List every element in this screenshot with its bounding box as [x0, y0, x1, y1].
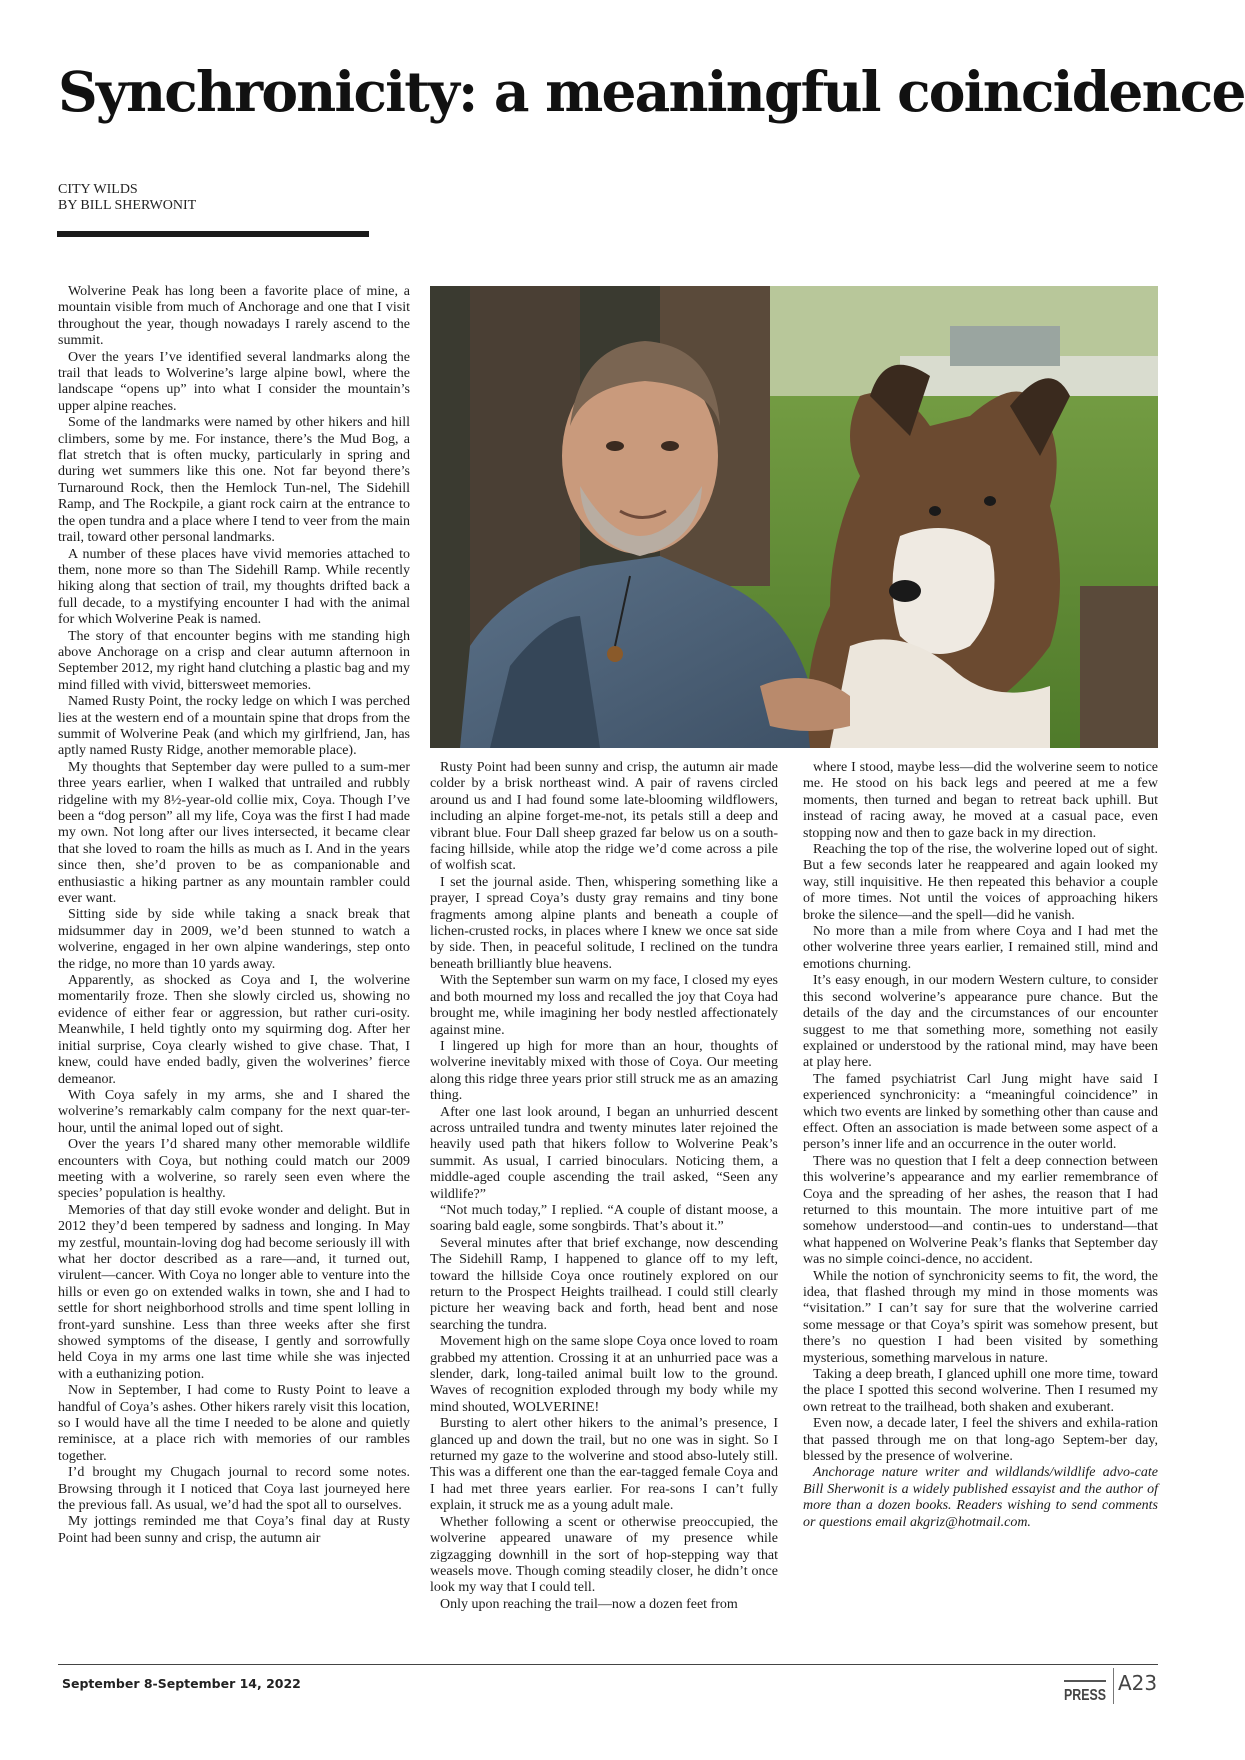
- paragraph: Now in September, I had come to Rusty Point to leave a handful of Coya’s ashes. Other hikers rarely visit this location, so I would have all the time I needed to be alone and quietly reminisce, at a place rich with memories of our rambles together.: [58, 1383, 410, 1464]
- paragraph: Whether following a scent or otherwise preoccupied, the wolverine appeared unaware of my presence while zigzagging downhill in the sort of hop-stepping way that weasels move. Though coming steadily closer, he didn’t once look my way that I could tell.: [430, 1514, 778, 1596]
- byline: BY BILL SHERWONIT: [58, 198, 197, 213]
- paragraph: Sitting side by side while taking a snack break that midsummer day in 2009, we’d been stunned to watch a wolverine, engaged in her own alpine wanderings, step onto the ridge, no more than 10 yards away.: [58, 907, 410, 972]
- press-logo: [1064, 1672, 1106, 1704]
- paragraph: I’d brought my Chugach journal to record some notes. Browsing through it I noticed that Coya last journeyed here the previous fall. As usual, we’d had the spot all to ourselves.: [58, 1465, 410, 1514]
- issue-date: September 8-September 14, 2022: [62, 1676, 301, 1691]
- article-column-3: [803, 760, 1158, 1636]
- paragraph: A number of these places have vivid memories attached to them, none more so than The Sidehill Ramp. While recently hiking along that section of trail, my thoughts drifted back a full decade, to a mystifying encounter I had with the animal for which Wolverine Peak is named.: [58, 546, 410, 628]
- article-column-1: [58, 284, 410, 1636]
- paragraph: I set the journal aside. Then, whispering something like a prayer, I spread Coya’s dusty gray remains and tiny bone fragments among alpine plants and beneath a couple of lichen-crusted rocks, in places where I knew we once sat side by side. Then, in peaceful solitude, I reclined on the tundra beneath brilliantly blue heavens.: [430, 874, 778, 972]
- paragraph: My jottings reminded me that Coya’s final day at Rusty Point had been sunny and crisp, the autumn air: [58, 1514, 410, 1546]
- paragraph: There was no question that I felt a deep connection between this wolverine’s appearance and my earlier remembrance of Coya and the spreading of her ashes, the reason that I had returned to this mountain. The more intuitive part of me somehow understood—and contin-ues to understand—that what happened on Wolverine Peak’s flanks that September day was no simple coinci-dence, no accident.: [803, 1153, 1158, 1268]
- paragraph: I lingered up high for more than an hour, thoughts of wolverine inevitably mixed with those of Coya. Our meeting along this ridge three years prior still struck me as an amazing thing.: [430, 1038, 778, 1104]
- paragraph: No more than a mile from where Coya and I had met the other wolverine three years earlier, I remained still, mind and emotions churning.: [803, 924, 1158, 972]
- byline-block: [58, 182, 196, 214]
- paragraph: While the notion of synchronicity seems to fit, the word, the idea, that flashed through my mind in those moments was “visitation.” I can’t say for sure that the wolverine carried some message or that Coya’s spirit was somehow present, but there’s no question I had been visited by something mysterious, something marvelous in nature.: [803, 1268, 1158, 1366]
- paragraph: Taking a deep breath, I glanced uphill one more time, toward the place I spotted this second wolverine. Then I resumed my own retreat to the trailhead, both shaken and exuberant.: [803, 1367, 1158, 1415]
- byline-rule: [57, 231, 369, 237]
- paragraph: The story of that encounter begins with me standing high above Anchorage on a crisp and clear autumn afternoon in September 2012, my right hand clutching a plastic bag and my mind filled with vivid, bittersweet memories.: [58, 628, 410, 693]
- author-credit: Anchorage nature writer and wildlands/wildlife advo-cate Bill Sherwonit is a widely published essayist and the author of more than a dozen books. Readers wishing to send comments or questions email akgriz@hotmail.com.: [803, 1465, 1158, 1530]
- paragraph: Reaching the top of the rise, the wolverine loped out of sight. But a few seconds later he reappeared and again looked my way, still inquisitive. He then repeated this behavior a couple of more times. Not until the voices of approaching hikers broke the silence—and the spell—did he vanish.: [803, 842, 1158, 923]
- page-number-separator: [1113, 1668, 1114, 1704]
- paragraph: Bursting to alert other hikers to the animal’s presence, I glanced up and down the trail, but no one was in sight. So I returned my gaze to the wolverine and stood abso-lutely still. This was a different one than the ear-tagged female Coya and I had met three years earlier. For rea-sons I can’t fully explain, it struck me as a young adult male.: [430, 1416, 778, 1514]
- paragraph: Only upon reaching the trail—now a dozen feet from: [440, 1596, 738, 1612]
- paragraph: Memories of that day still evoke wonder and delight. But in 2012 they’d been tempered by sadness and longing. In May my zestful, mountain-loving dog had become seriously ill with what her doctor described as a rare—and, it turned out, virulent—cancer. With Coya no longer able to venture into the hills or even go on extended walks in town, she and I had to settle for short neighborhood strolls and time spent lolling in front-yard sunshine. Less than three weeks after she first showed symptoms of the disease, I gently and sorrowfully held Coya in my arms one last time while she was injected with a euthanizing potion.: [58, 1202, 410, 1382]
- press-logo-text: PRESS: [1064, 1687, 1107, 1704]
- paragraph: After one last look around, I began an unhurried descent across untrailed tundra and twenty minutes later rejoined the heavily used path that hikers follow to Wolverine Peak’s summit. As usual, I carried binoculars. Noticing them, a middle-aged couple ascending the trail asked, “Seen any wildlife?”: [430, 1104, 778, 1202]
- paragraph: With the September sun warm on my face, I closed my eyes and both mourned my loss and recalled the joy that Coya had brought me, while imagining her body nestled affectionately against mine.: [430, 973, 778, 1038]
- paragraph: Rusty Point had been sunny and crisp, the autumn air made colder by a brisk northeast wind. A pair of ravens circled around us and I had found some late-blooming wildflowers, including an alpine forget-me-not, its petals still a deep and vibrant blue. Four Dall sheep grazed far below us on a south-facing hillside, while atop the ridge we’d come across a pile of wolfish scat.: [430, 760, 778, 874]
- paragraph: It’s easy enough, in our modern Western culture, to consider this second wolverine’s appearance pure chance. But the details of the day and the circumstances of our encounter suggest to me that something more, something not easily explained or understood by the rational mind, may have been at play here.: [803, 973, 1158, 1071]
- section-label: CITY WILDS: [58, 182, 138, 197]
- paragraph: My thoughts that September day were pulled to a sum-mer three years earlier, when I walked that untrailed and rubbly ridgeline with my 8½-year-old collie mix, Coya. Though I’ve been a “dog person” all my life, Coya was the first I had made my own. Not long after our lives intersected, it became clear that she loved to roam the hills as much as I. And in the years since then, she’d proven to be as companionable and enthusiastic a hiking partner as any mountain rambler could ever want.: [58, 759, 410, 907]
- paragraph: Even now, a decade later, I feel the shivers and exhila-ration that passed through me on that long-ago Septem-ber day, blessed by the presence of wolverine.: [803, 1416, 1158, 1465]
- paragraph: Several minutes after that brief exchange, now descending The Sidehill Ramp, I happened to glance off to my left, toward the hillside Coya once routinely explored on our return to the Prospect Heights trailhead. I could still clearly picture her weaving back and forth, head bent and nose searching the tundra.: [430, 1235, 778, 1333]
- footer-rule: [58, 1664, 1158, 1665]
- paragraph: “Not much today,” I replied. “A couple of distant moose, a soaring bald eagle, some songbirds. That’s about it.”: [430, 1202, 778, 1235]
- paragraph: Over the years I’d shared many other memorable wildlife encounters with Coya, but nothing could match our 2009 meeting with a wolverine, so rarely seen even where the species’ population is healthy.: [58, 1137, 410, 1202]
- paragraph: Movement high on the same slope Coya once loved to roam grabbed my attention. Crossing it at an unhurried pace was a slender, dark, long-tailed animal built low to the ground. Waves of recognition exploded through my body while my mind shouted, WOLVERINE!: [430, 1334, 778, 1415]
- headline: Synchronicity: a meaningful coincidence: [58, 59, 1245, 124]
- paragraph: The famed psychiatrist Carl Jung might have said I experienced synchronicity: a “meaningful coincidence” in which two events are linked by something other than cause and effect. Often an association is made between some aspect of a person’s inner life and an occurrence in the outer world.: [803, 1071, 1158, 1153]
- paragraph: Some of the landmarks were named by other hikers and hill climbers, some by me. For instance, there’s the Mud Bog, a flat stretch that is often mucky, particularly in spring and during wet summers like this one. Not far beyond there’s Turnaround Rock, then the Hemlock Tun-nel, The Sidehill Ramp, and The Rockpile, a giant rock cairn at the entrance to the open tundra and a place where I tend to veer from the main trail, toward other personal landmarks.: [58, 415, 410, 546]
- paragraph: Named Rusty Point, the rocky ledge on which I was perched lies at the western end of a mountain spine that drops from the summit of Wolverine Peak (and which my girlfriend, Jan, has aptly named Rusty Ridge, another memorable place).: [58, 694, 410, 759]
- paragraph: Apparently, as shocked as Coya and I, the wolverine momentarily froze. Then she slowly circled us, showing no evidence of either fear or aggression, but rather curi-osity. Meanwhile, I held tightly onto my squirming dog. After her initial surprise, Coya clearly wished to give chase. That, I knew, could have ended badly, given the wolverines’ fierce demeanor.: [58, 973, 410, 1087]
- article-column-2: [430, 760, 778, 1636]
- paragraph: where I stood, maybe less—did the wolverine seem to notice me. He stood on his back legs and peered at me a few moments, then turned and began to retreat back uphill. But instead of racing away, he moved at a casual pace, even stopping now and then to gaze back in my direction.: [803, 760, 1158, 841]
- page-number: A23: [1118, 1671, 1158, 1695]
- man-with-dog-photo: [430, 286, 1158, 748]
- paragraph: With Coya safely in my arms, she and I shared the wolverine’s remarkably calm company for the next quar-ter-hour, until the animal loped out of sight.: [58, 1087, 410, 1136]
- paragraph: Wolverine Peak has long been a favorite place of mine, a mountain visible from much of Anchorage and one that I visit throughout the year, though nowadays I rarely ascend to the summit.: [58, 284, 410, 349]
- paragraph: Over the years I’ve identified several landmarks along the trail that leads to Wolverine’s large alpine bowl, where the landscape “opens up” into what I consider the mountain’s upper alpine reaches.: [58, 349, 410, 414]
